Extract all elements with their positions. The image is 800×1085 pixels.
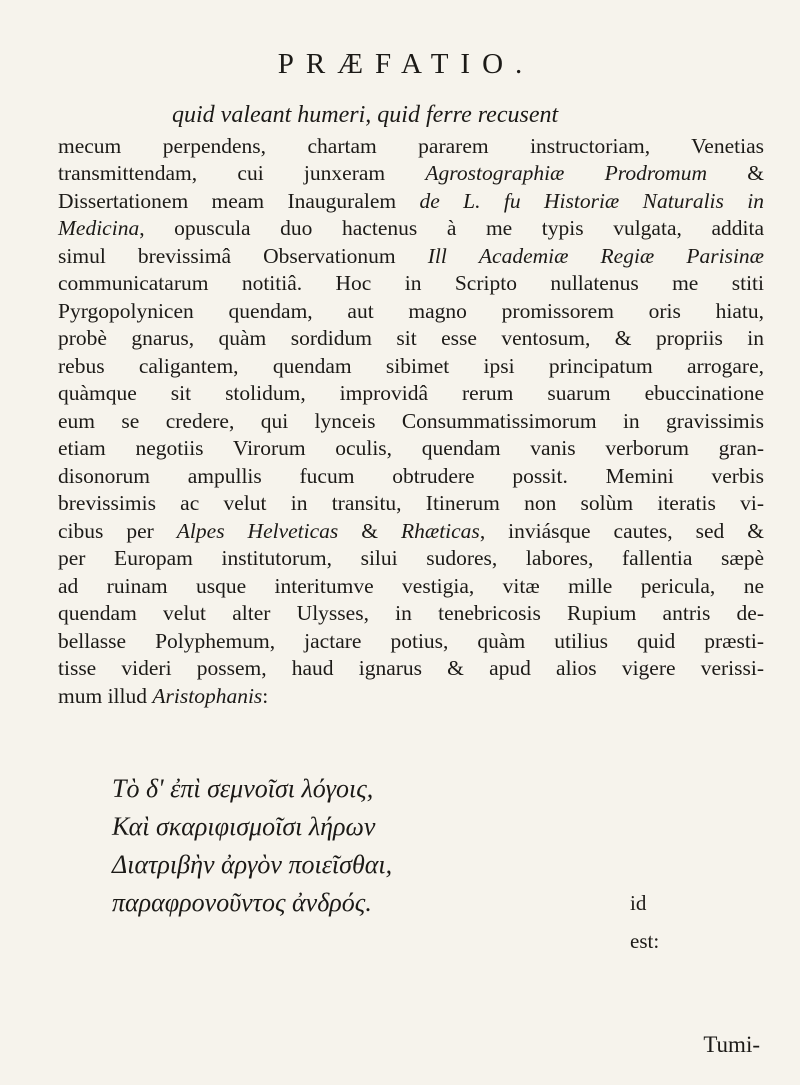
- text-line: [58, 188, 764, 216]
- text-line: [58, 545, 764, 573]
- text-run: :: [262, 683, 269, 708]
- id-est-label: id est:: [630, 891, 660, 953]
- text-run: , opuscula duo hactenus à me typis vulgata, addita: [139, 216, 764, 240]
- text-line: [58, 102, 764, 130]
- text-line: [58, 655, 764, 683]
- text-line: [58, 463, 764, 491]
- text-run: &: [706, 161, 764, 185]
- text-run: Pyrgopolynicen quendam, aut magno promissorem oris hiatu,: [58, 298, 764, 323]
- text-run: probè gnarus, quàm sordidum sit esse ventosum, & propriis in: [58, 326, 764, 350]
- italic-run: Ill: [427, 243, 447, 268]
- text-line: [58, 408, 764, 436]
- greek-line: παραφρονοῦντος ἀνδρός.: [112, 888, 372, 917]
- text-run: ad ruinam usque interitumve vestigia, vitæ mille pericula, ne: [58, 573, 764, 598]
- text-line: [58, 600, 764, 628]
- text-line: [58, 518, 764, 546]
- greek-line: Τὸ δ' ἐπὶ σεμνοῖσι λόγοις,: [112, 774, 374, 803]
- greek-line: Καὶ σκαριφισμοῖσι λήρων: [112, 812, 376, 841]
- greek-quotation: [112, 770, 660, 953]
- italic-run: Alpes Helveticas: [176, 518, 339, 543]
- text-run: etiam negotiis Virorum oculis, quendam vanis verborum gran-: [58, 436, 764, 460]
- text-line: [58, 298, 764, 326]
- text-run: [447, 244, 479, 268]
- text-run: communicatarum notitiâ. Hoc in Scripto nullatenus me stiti: [58, 271, 764, 295]
- text-line: [58, 133, 764, 161]
- text-line: [58, 160, 764, 188]
- text-run: disonorum ampullis fucum obtrudere possit. Memini verbis: [58, 463, 764, 488]
- italic-run: Medicina: [58, 216, 140, 240]
- text-run: mecum perpendens, chartam pararem instructoriam, Venetias: [58, 133, 764, 158]
- text-line: [58, 573, 764, 601]
- text-run: brevissimis ac velut in transitu, Itinerum non solùm iteratis vi-: [58, 491, 764, 515]
- page-header: PRÆFATIO.: [277, 48, 535, 80]
- text-run: cibus per: [58, 518, 177, 543]
- text-line: [58, 435, 764, 463]
- text-line: [58, 353, 764, 381]
- italic-run: Agrostographiæ Prodromum: [425, 161, 707, 185]
- text-run: Dissertationem meam Inauguralem: [58, 188, 420, 213]
- text-line: [58, 628, 764, 656]
- italic-run: Aristophanis: [152, 683, 263, 708]
- text-run: quàmque sit stolidum, improvidâ rerum suarum ebuccinatione: [58, 381, 764, 405]
- text-line: [58, 215, 764, 243]
- italic-run: Rhæticas: [400, 518, 480, 543]
- text-line: [58, 380, 764, 408]
- text-line: [58, 325, 764, 353]
- italic-run: Academiæ Regiæ Parisinæ: [478, 243, 765, 268]
- greek-line: Διατριβὴν ἀργὸν ποιεῖσθαι,: [112, 850, 393, 879]
- text-run: mum illud: [58, 683, 153, 708]
- text-line: [58, 683, 764, 711]
- text-run: &: [338, 518, 401, 543]
- text-line: [58, 490, 764, 518]
- text-run: simul brevissimâ Observationum: [58, 243, 428, 268]
- text-run: rebus caligantem, quendam sibimet ipsi principatum arrogare,: [58, 353, 764, 378]
- text-run: bellasse Polyphemum, jactare potius, quàm utilius quid præsti-: [58, 628, 764, 653]
- text-line: [58, 243, 764, 271]
- latin-paragraph: [58, 102, 764, 710]
- text-run: eum se credere, qui lynceis Consummatissimorum in gravissimis: [58, 408, 764, 433]
- italic-run: de L. fu Historiæ Naturalis in: [419, 188, 765, 213]
- catchword: Tumi-: [703, 1032, 760, 1057]
- text-run: quendam velut alter Ulysses, in tenebricosis Rupium antris de-: [58, 601, 764, 625]
- text-run: tisse videri possem, haud ignarus & apud alios vigere verissi-: [58, 656, 764, 680]
- text-run: , inviásque cautes, sed &: [479, 518, 764, 543]
- text-line: [58, 270, 764, 298]
- text-run: transmittendam, cui junxeram: [58, 161, 426, 185]
- text-run: per Europam institutorum, silui sudores, labores, fallentia sæpè: [58, 546, 764, 570]
- text-run: quid valeant humeri, quid ferre recusent: [172, 102, 559, 128]
